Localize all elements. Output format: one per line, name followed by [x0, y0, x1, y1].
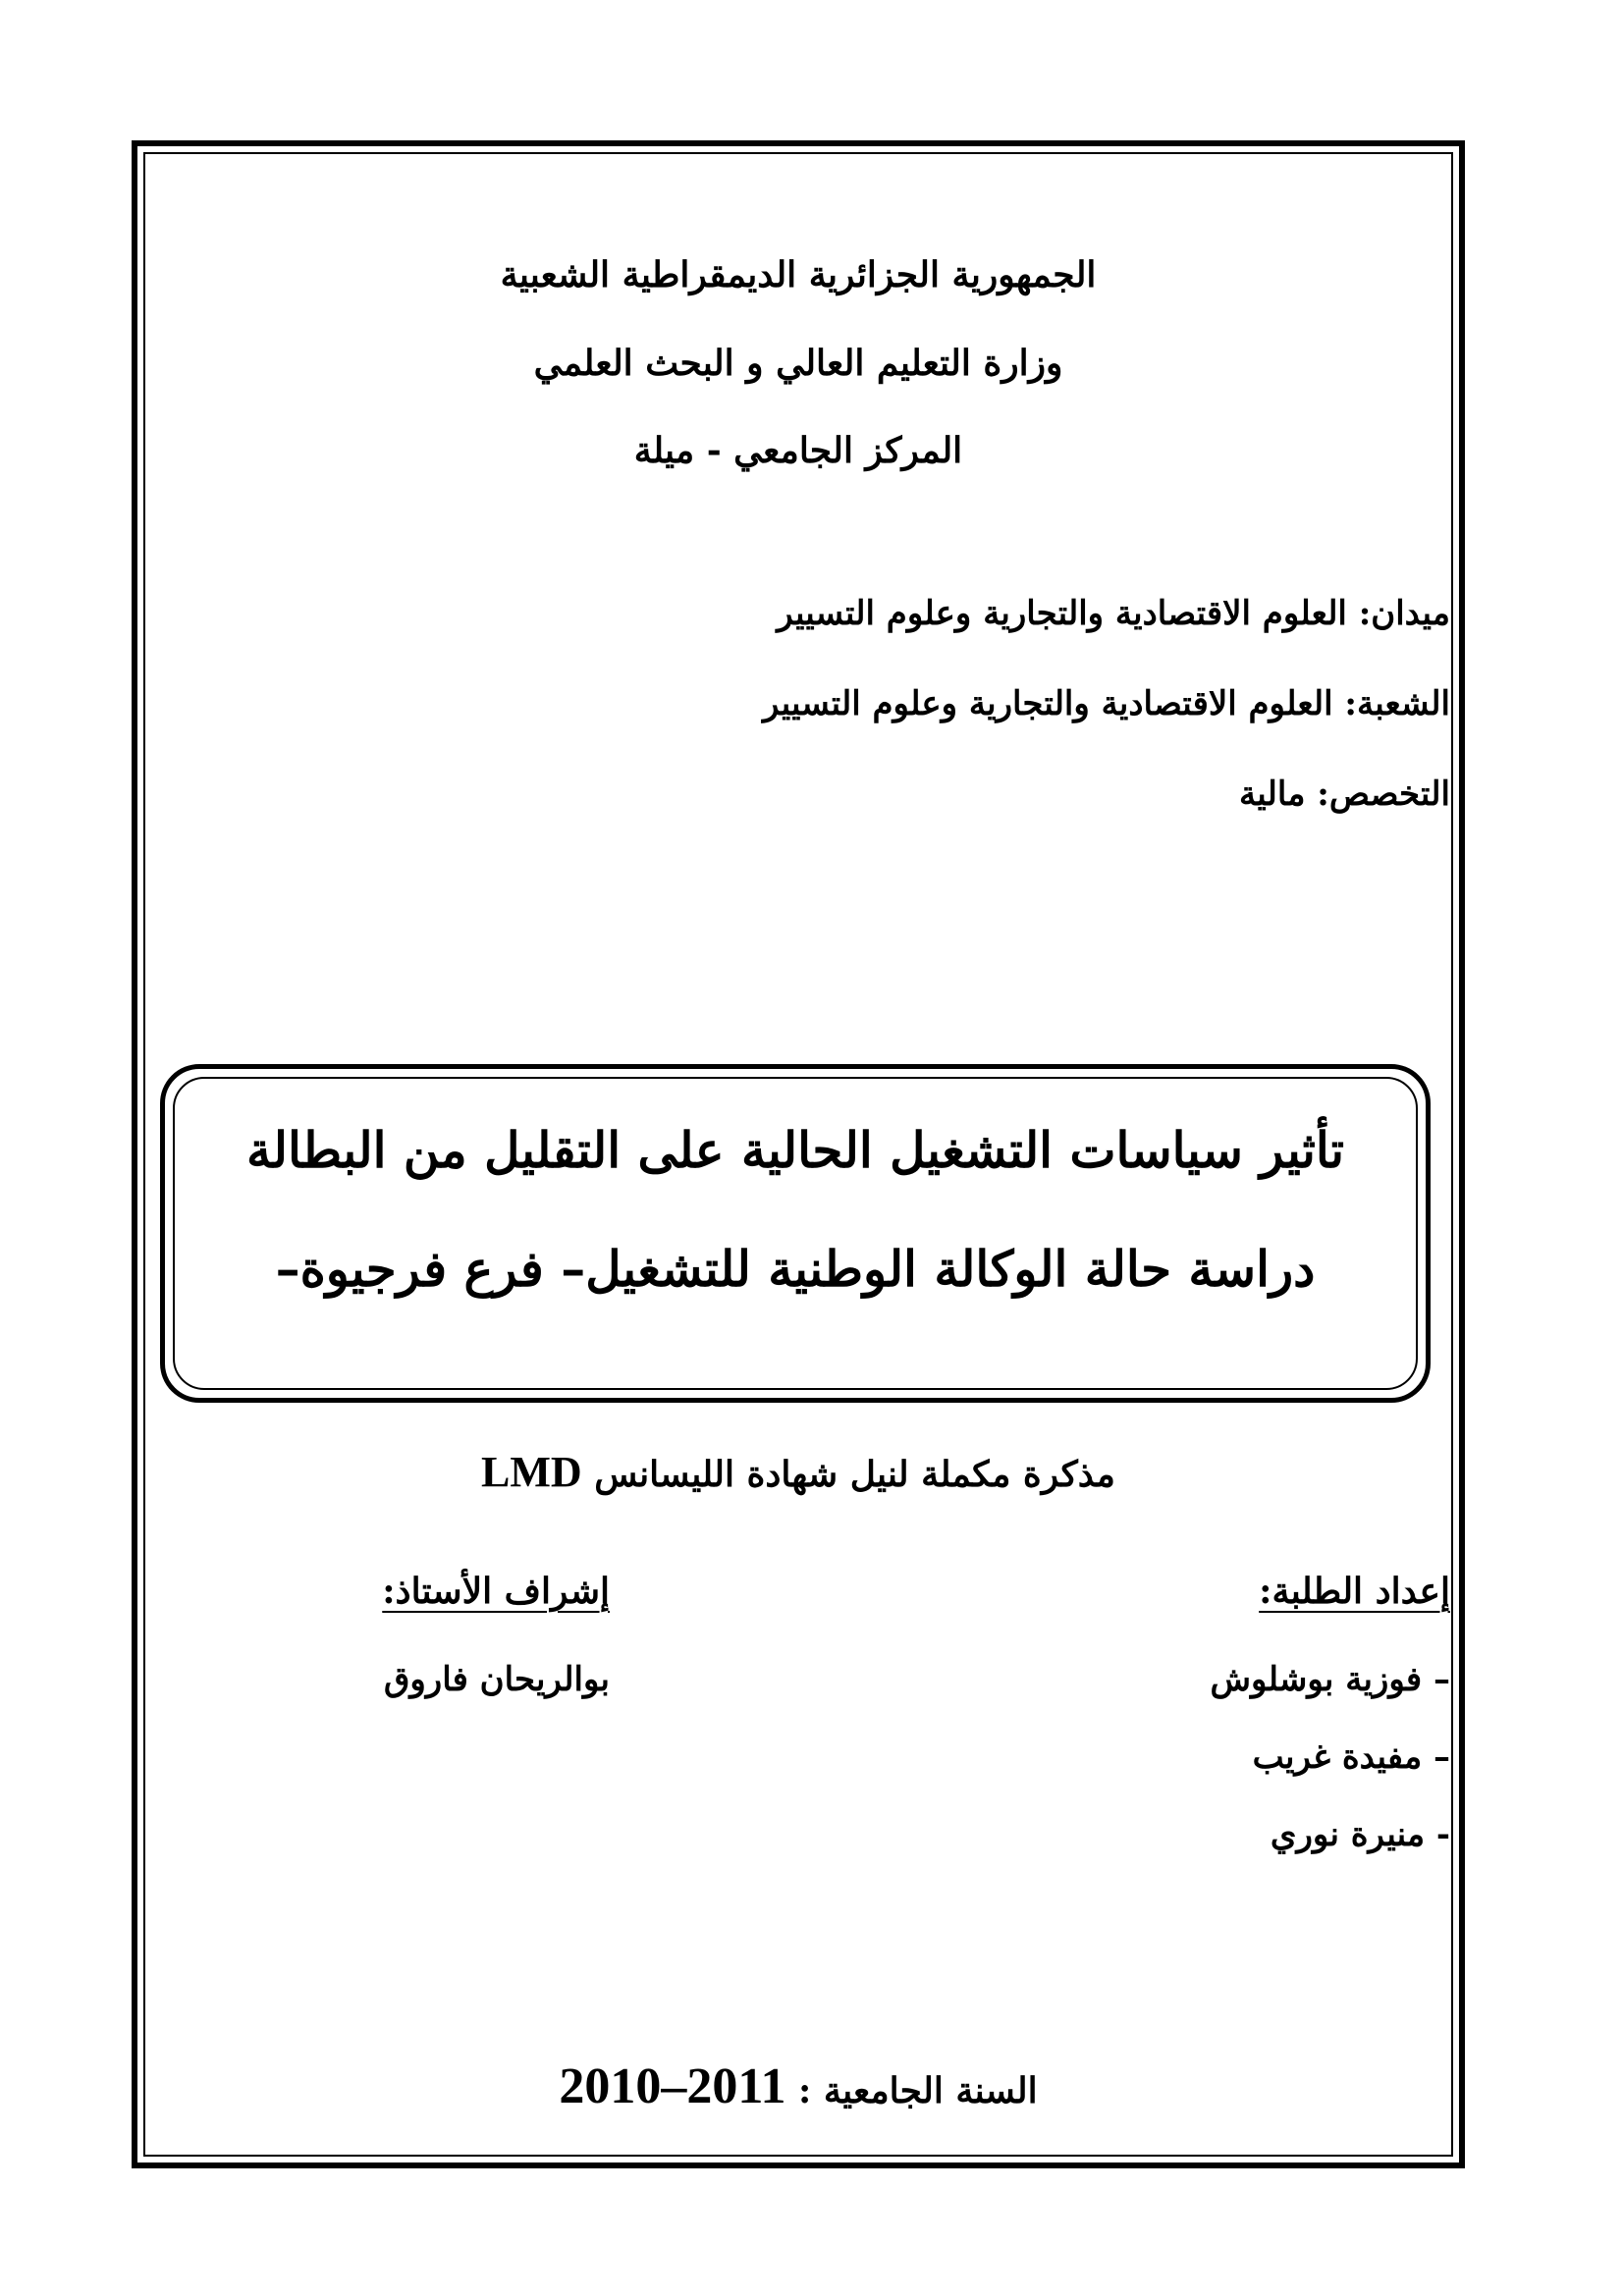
memo-statement — [143, 1448, 1453, 1496]
supervisor-name: بوالريحان فاروق — [384, 1660, 610, 1699]
student-name: – مفيدة غريب — [1252, 1737, 1450, 1777]
degree-label: LMD — [481, 1448, 582, 1496]
student-name: – فوزية بوشلوش — [1210, 1660, 1450, 1699]
academic-year — [143, 2058, 1453, 2114]
academic-year-value: 2010–2011 — [559, 2058, 786, 2114]
students-heading: إعداد الطلبة: — [1259, 1571, 1450, 1612]
specialty-line: التخصص: مالية — [1239, 774, 1450, 814]
academic-year-label: السنة الجامعية : — [798, 2070, 1038, 2111]
thesis-title: تأثير سياسات التشغيل الحالية على التقليل من البطالة — [245, 1121, 1345, 1179]
memo-text: مذكرة مكملة لنيل شهادة الليسانس — [594, 1454, 1115, 1495]
ministry-name: وزارة التعليم العالي و البحث العلمي — [533, 343, 1063, 384]
supervisor-heading: إشراف الأستاذ: — [382, 1571, 610, 1612]
republic-name: الجمهورية الجزائرية الديمقراطية الشعبية — [500, 254, 1097, 295]
thesis-subtitle: دراسة حالة الوكالة الوطنية للتشغيل– فرع فرجيوة– — [275, 1240, 1316, 1298]
branch-line: الشعبة: العلوم الاقتصادية والتجارية وعلوم التسيير — [762, 684, 1450, 723]
university-center: المركز الجامعي - ميلة — [633, 430, 963, 471]
domain-line: ميدان: العلوم الاقتصادية والتجارية وعلوم التسيير — [777, 594, 1450, 633]
student-name: - منيرة نوري — [1270, 1815, 1450, 1854]
